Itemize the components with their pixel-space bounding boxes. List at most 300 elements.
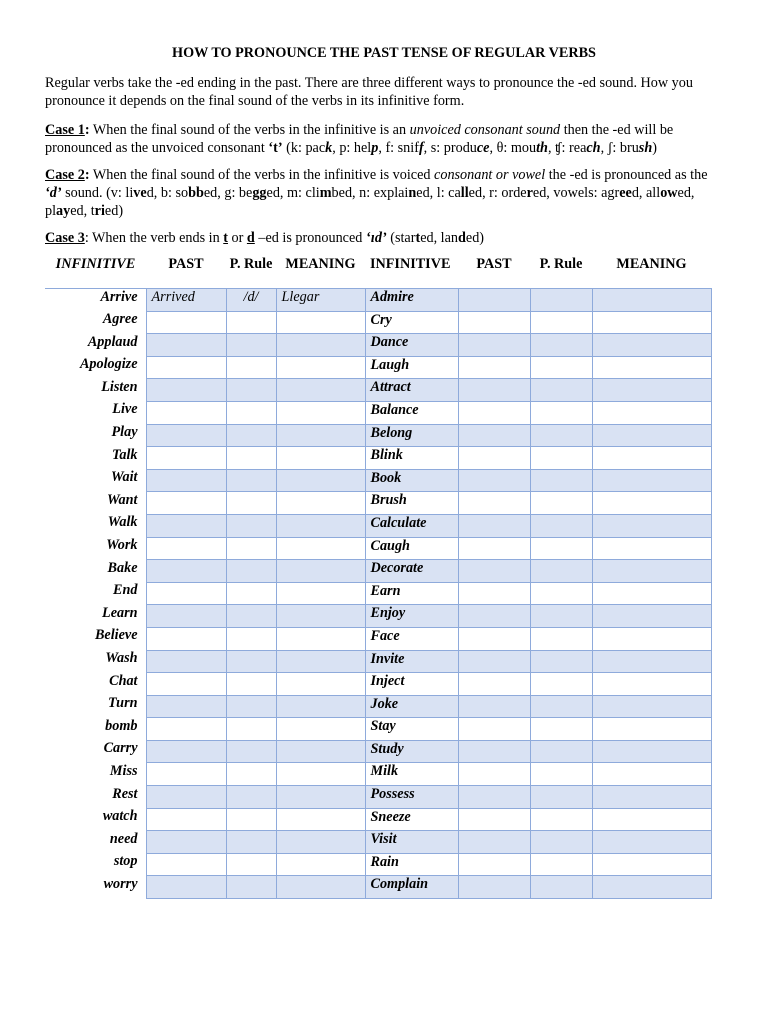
case2-t5: ed, l: ca bbox=[416, 185, 461, 201]
past-input-left[interactable] bbox=[146, 786, 226, 809]
past-input-right[interactable] bbox=[458, 469, 530, 492]
past-input-left[interactable]: Arrived bbox=[146, 289, 226, 312]
case2-t11: ed) bbox=[104, 203, 124, 219]
past-input-right[interactable] bbox=[458, 537, 530, 560]
case2-e5: n bbox=[408, 185, 417, 201]
rule-input-left[interactable] bbox=[226, 560, 276, 583]
meaning-input-right[interactable] bbox=[592, 560, 711, 583]
meaning-input-right[interactable] bbox=[592, 695, 711, 718]
meaning-input-right[interactable] bbox=[592, 673, 711, 696]
case2-e8: ee bbox=[619, 185, 632, 201]
past-input-right[interactable] bbox=[458, 673, 530, 696]
verb-infinitive-right: Laugh bbox=[365, 356, 458, 379]
case3-text: : When the verb ends in bbox=[84, 230, 224, 246]
past-input-left[interactable] bbox=[146, 740, 226, 763]
rule-input-left[interactable] bbox=[226, 740, 276, 763]
table-row bbox=[45, 853, 711, 876]
past-input-right[interactable] bbox=[458, 808, 530, 831]
rule-input-right[interactable] bbox=[530, 695, 592, 718]
table-row bbox=[45, 695, 711, 718]
verb-infinitive-right: Stay bbox=[365, 718, 458, 741]
past-input-left[interactable] bbox=[146, 853, 226, 876]
page-title: HOW TO PRONOUNCE THE PAST TENSE OF REGULAR VERBS bbox=[172, 45, 596, 61]
rule-input-right[interactable] bbox=[530, 379, 592, 402]
rule-input-left[interactable] bbox=[226, 763, 276, 786]
rule-input-right[interactable] bbox=[530, 876, 592, 899]
verb-infinitive-right: Balance bbox=[365, 401, 458, 424]
table-row bbox=[45, 537, 711, 560]
case3-e1: t bbox=[415, 230, 421, 246]
verb-infinitive-left: Work bbox=[45, 537, 146, 560]
header-p-rule: P. Rule bbox=[226, 255, 276, 289]
case1-ex5: th bbox=[536, 140, 548, 156]
rule-input-left[interactable] bbox=[226, 537, 276, 560]
verb-infinitive-right: Earn bbox=[365, 582, 458, 605]
rule-input-left[interactable] bbox=[226, 786, 276, 809]
table-row bbox=[45, 424, 711, 447]
meaning-input-left[interactable] bbox=[276, 831, 365, 854]
past-input-left[interactable] bbox=[146, 379, 226, 402]
rule-input-right[interactable] bbox=[530, 560, 592, 583]
verb-infinitive-right: Caugh bbox=[365, 537, 458, 560]
case3-text-b: –ed is pronounced bbox=[254, 230, 366, 246]
meaning-input-left[interactable] bbox=[276, 695, 365, 718]
past-input-right[interactable] bbox=[458, 763, 530, 786]
rule-input-right[interactable] bbox=[530, 537, 592, 560]
verb-infinitive-left: End bbox=[45, 582, 146, 605]
case1-ex-e: , ʧ: rea bbox=[547, 140, 587, 156]
verb-infinitive-right: Complain bbox=[365, 876, 458, 899]
meaning-input-left[interactable] bbox=[276, 582, 365, 605]
verb-infinitive-right: Enjoy bbox=[365, 605, 458, 628]
case3-t: t bbox=[223, 230, 228, 246]
verb-infinitive-right: Admire bbox=[365, 289, 458, 312]
meaning-input-right[interactable] bbox=[592, 379, 711, 402]
rule-input-right[interactable] bbox=[530, 492, 592, 515]
rule-input-right[interactable] bbox=[530, 740, 592, 763]
past-input-left[interactable] bbox=[146, 876, 226, 899]
verb-infinitive-left: bomb bbox=[45, 718, 146, 741]
meaning-input-right[interactable] bbox=[592, 356, 711, 379]
past-input-left[interactable] bbox=[146, 627, 226, 650]
meaning-input-left[interactable] bbox=[276, 605, 365, 628]
meaning-input-left[interactable] bbox=[276, 334, 365, 357]
past-input-left[interactable] bbox=[146, 673, 226, 696]
meaning-input-left[interactable] bbox=[276, 514, 365, 537]
meaning-input-right[interactable] bbox=[592, 582, 711, 605]
rule-input-right[interactable] bbox=[530, 289, 592, 312]
past-input-right[interactable] bbox=[458, 627, 530, 650]
meaning-input-left[interactable] bbox=[276, 447, 365, 470]
verb-infinitive-left: Believe bbox=[45, 627, 146, 650]
verb-infinitive-left: Talk bbox=[45, 447, 146, 470]
case2-e7: r bbox=[526, 185, 533, 201]
past-input-right[interactable] bbox=[458, 831, 530, 854]
meaning-input-right[interactable] bbox=[592, 424, 711, 447]
verb-infinitive-right: Belong bbox=[365, 424, 458, 447]
case1-ex-c: , s: produ bbox=[423, 140, 477, 156]
past-input-left[interactable] bbox=[146, 401, 226, 424]
meaning-input-left[interactable] bbox=[276, 401, 365, 424]
meaning-input-left[interactable] bbox=[276, 356, 365, 379]
verb-infinitive-right: Face bbox=[365, 627, 458, 650]
verb-infinitive-right: Sneeze bbox=[365, 808, 458, 831]
verb-infinitive-left: Turn bbox=[45, 695, 146, 718]
header-past: PAST bbox=[146, 255, 226, 289]
meaning-input-right[interactable] bbox=[592, 537, 711, 560]
case2-t8: d, all bbox=[631, 185, 661, 201]
case1-ex6: ch bbox=[586, 140, 601, 156]
verb-infinitive-left: need bbox=[45, 831, 146, 854]
table-row bbox=[45, 560, 711, 583]
rule-input-right[interactable] bbox=[530, 786, 592, 809]
case2-label: Case 2 bbox=[45, 167, 85, 183]
rule-input-right[interactable] bbox=[530, 447, 592, 470]
case3-text-c: (star bbox=[386, 230, 416, 246]
rule-input-left[interactable] bbox=[226, 853, 276, 876]
verb-infinitive-left: stop bbox=[45, 853, 146, 876]
case1-label: Case 1 bbox=[45, 122, 85, 138]
verb-infinitive-left: Bake bbox=[45, 560, 146, 583]
verb-infinitive-left: worry bbox=[45, 876, 146, 899]
rule-input-right[interactable] bbox=[530, 627, 592, 650]
rule-input-left[interactable] bbox=[226, 650, 276, 673]
verb-infinitive-right: Book bbox=[365, 469, 458, 492]
case2-t2: ed, g: be bbox=[203, 185, 253, 201]
verb-infinitive-right: Cry bbox=[365, 311, 458, 334]
table-row bbox=[45, 356, 711, 379]
verb-infinitive-right: Invite bbox=[365, 650, 458, 673]
case1-text: When the final sound of the verbs in the infinitive is an bbox=[89, 122, 410, 138]
meaning-input-right[interactable] bbox=[592, 808, 711, 831]
table-row bbox=[45, 627, 711, 650]
verb-infinitive-left: watch bbox=[45, 808, 146, 831]
case1-ex-f: , ʃ: bru bbox=[600, 140, 639, 156]
table-row bbox=[45, 334, 711, 357]
past-input-left[interactable] bbox=[146, 831, 226, 854]
meaning-input-left[interactable] bbox=[276, 650, 365, 673]
past-input-left[interactable] bbox=[146, 763, 226, 786]
table-row bbox=[45, 831, 711, 854]
past-input-right[interactable] bbox=[458, 492, 530, 515]
meaning-input-right[interactable] bbox=[592, 763, 711, 786]
meaning-input-left[interactable] bbox=[276, 379, 365, 402]
meaning-input-right[interactable] bbox=[592, 627, 711, 650]
rule-input-left[interactable] bbox=[226, 831, 276, 854]
past-input-right[interactable] bbox=[458, 718, 530, 741]
case3-t2: ed) bbox=[465, 230, 485, 246]
verb-infinitive-right: Study bbox=[365, 740, 458, 763]
meaning-input-left[interactable] bbox=[276, 673, 365, 696]
meaning-input-right[interactable] bbox=[592, 401, 711, 424]
rule-input-left[interactable] bbox=[226, 356, 276, 379]
rule-input-right[interactable] bbox=[530, 763, 592, 786]
case1-ex7: sh bbox=[638, 140, 653, 156]
rule-input-left[interactable] bbox=[226, 695, 276, 718]
meaning-input-left[interactable] bbox=[276, 492, 365, 515]
past-input-left[interactable] bbox=[146, 695, 226, 718]
past-input-left[interactable] bbox=[146, 514, 226, 537]
header-past-2: PAST bbox=[458, 255, 530, 289]
table-row bbox=[45, 786, 711, 809]
header-infinitive-2: INFINITIVE bbox=[365, 255, 458, 289]
past-input-right[interactable] bbox=[458, 356, 530, 379]
header-meaning-2: MEANING bbox=[592, 255, 711, 289]
verb-infinitive-right: Brush bbox=[365, 492, 458, 515]
rule-input-right[interactable] bbox=[530, 831, 592, 854]
rule-input-right[interactable] bbox=[530, 334, 592, 357]
past-input-left[interactable] bbox=[146, 808, 226, 831]
verb-infinitive-left: Wash bbox=[45, 650, 146, 673]
rule-input-left[interactable] bbox=[226, 447, 276, 470]
case2-t10: ed, t bbox=[70, 203, 95, 219]
meaning-input-left[interactable]: Llegar bbox=[276, 289, 365, 312]
past-input-right[interactable] bbox=[458, 424, 530, 447]
past-input-left[interactable] bbox=[146, 650, 226, 673]
verb-infinitive-right: Decorate bbox=[365, 560, 458, 583]
meaning-input-right[interactable] bbox=[592, 605, 711, 628]
case1-sound: ‘t’ bbox=[268, 140, 283, 156]
case1-italic: unvoiced consonant sound bbox=[409, 122, 561, 138]
past-input-left[interactable] bbox=[146, 582, 226, 605]
meaning-input-left[interactable] bbox=[276, 853, 365, 876]
meaning-input-right[interactable] bbox=[592, 514, 711, 537]
table-row bbox=[45, 718, 711, 741]
verb-infinitive-right: Rain bbox=[365, 853, 458, 876]
case1-ex-a: , p: hel bbox=[332, 140, 372, 156]
meaning-input-right[interactable] bbox=[592, 876, 711, 899]
meaning-input-right[interactable] bbox=[592, 853, 711, 876]
meaning-input-right[interactable] bbox=[592, 492, 711, 515]
case3-t1: ed, lan bbox=[420, 230, 459, 246]
rule-input-right[interactable] bbox=[530, 514, 592, 537]
past-input-left[interactable] bbox=[146, 492, 226, 515]
rule-input-right[interactable] bbox=[530, 424, 592, 447]
rule-input-right[interactable] bbox=[530, 853, 592, 876]
past-input-left[interactable] bbox=[146, 334, 226, 357]
table-row bbox=[45, 582, 711, 605]
past-input-right[interactable] bbox=[458, 876, 530, 899]
meaning-input-left[interactable] bbox=[276, 560, 365, 583]
header-meaning: MEANING bbox=[276, 255, 365, 289]
table-row bbox=[45, 447, 711, 470]
rule-input-right[interactable] bbox=[530, 311, 592, 334]
meaning-input-right[interactable] bbox=[592, 334, 711, 357]
case2-t3: ed, m: cli bbox=[266, 185, 320, 201]
rule-input-left[interactable] bbox=[226, 582, 276, 605]
past-input-right[interactable] bbox=[458, 379, 530, 402]
table-row bbox=[45, 311, 711, 334]
rule-input-right[interactable] bbox=[530, 356, 592, 379]
case2-t9: ed, pl bbox=[45, 185, 695, 219]
meaning-input-left[interactable] bbox=[276, 424, 365, 447]
case1-ex2: p bbox=[371, 140, 379, 156]
rule-input-left[interactable] bbox=[226, 605, 276, 628]
table-row bbox=[45, 740, 711, 763]
table-row bbox=[45, 401, 711, 424]
case2-t7: ed, vowels: agr bbox=[532, 185, 620, 201]
case2-e1: ve bbox=[133, 185, 147, 201]
rule-input-left[interactable] bbox=[226, 514, 276, 537]
past-input-left[interactable] bbox=[146, 447, 226, 470]
case2-e9: ow bbox=[660, 185, 678, 201]
past-input-right[interactable] bbox=[458, 786, 530, 809]
rule-input-left[interactable] bbox=[226, 401, 276, 424]
meaning-input-left[interactable] bbox=[276, 740, 365, 763]
case2-t6: ed, r: orde bbox=[468, 185, 527, 201]
verb-infinitive-left: Live bbox=[45, 401, 146, 424]
verb-infinitive-right: Visit bbox=[365, 831, 458, 854]
table-row bbox=[45, 876, 711, 899]
rule-input-left[interactable] bbox=[226, 379, 276, 402]
rule-input-left[interactable]: /d/ bbox=[226, 289, 276, 312]
verb-infinitive-right: Attract bbox=[365, 379, 458, 402]
past-input-right[interactable] bbox=[458, 560, 530, 583]
case1-ex-d: , θ: mou bbox=[489, 140, 537, 156]
past-input-right[interactable] bbox=[458, 853, 530, 876]
past-input-right[interactable] bbox=[458, 695, 530, 718]
case3-d: d bbox=[246, 230, 255, 246]
verbs-table-body bbox=[45, 289, 711, 899]
past-input-right[interactable] bbox=[458, 311, 530, 334]
case2-e2: bb bbox=[188, 185, 204, 201]
verb-infinitive-left: Learn bbox=[45, 605, 146, 628]
case2-text: When the final sound of the verbs in the infinitive is voiced bbox=[89, 167, 435, 183]
past-input-left[interactable] bbox=[146, 424, 226, 447]
case2-e11: ri bbox=[94, 203, 105, 219]
rule-input-left[interactable] bbox=[226, 673, 276, 696]
past-input-right[interactable] bbox=[458, 740, 530, 763]
case2-e10: ay bbox=[56, 203, 71, 219]
past-input-right[interactable] bbox=[458, 514, 530, 537]
verbs-table bbox=[45, 255, 712, 899]
rule-input-right[interactable] bbox=[530, 808, 592, 831]
header-p-rule-2: P. Rule bbox=[530, 255, 592, 289]
meaning-input-right[interactable] bbox=[592, 740, 711, 763]
case2-text-c: sound. (v: li bbox=[61, 185, 134, 201]
case1-ex3: f bbox=[418, 140, 424, 156]
past-input-left[interactable] bbox=[146, 537, 226, 560]
rule-input-right[interactable] bbox=[530, 401, 592, 424]
meaning-input-left[interactable] bbox=[276, 808, 365, 831]
rule-input-left[interactable] bbox=[226, 492, 276, 515]
meaning-input-left[interactable] bbox=[276, 786, 365, 809]
rule-input-left[interactable] bbox=[226, 876, 276, 899]
rule-input-left[interactable] bbox=[226, 469, 276, 492]
meaning-input-right[interactable] bbox=[592, 289, 711, 312]
rule-input-right[interactable] bbox=[530, 605, 592, 628]
past-input-right[interactable] bbox=[458, 401, 530, 424]
meaning-input-right[interactable] bbox=[592, 786, 711, 809]
case3-paragraph bbox=[45, 229, 721, 247]
case1-ex-g: ) bbox=[652, 140, 657, 156]
past-input-right[interactable] bbox=[458, 334, 530, 357]
meaning-input-right[interactable] bbox=[592, 311, 711, 334]
table-row bbox=[45, 469, 711, 492]
verb-infinitive-right: Dance bbox=[365, 334, 458, 357]
verb-infinitive-left: Agree bbox=[45, 311, 146, 334]
verb-infinitive-left: Want bbox=[45, 492, 146, 515]
verb-infinitive-left: Rest bbox=[45, 786, 146, 809]
meaning-input-left[interactable] bbox=[276, 537, 365, 560]
past-input-right[interactable] bbox=[458, 289, 530, 312]
meaning-input-left[interactable] bbox=[276, 718, 365, 741]
verb-infinitive-right: Calculate bbox=[365, 514, 458, 537]
case3-or: or bbox=[227, 230, 247, 246]
past-input-left[interactable] bbox=[146, 356, 226, 379]
case2-e3: gg bbox=[252, 185, 267, 201]
past-input-left[interactable] bbox=[146, 469, 226, 492]
meaning-input-right[interactable] bbox=[592, 650, 711, 673]
case2-italic: consonant or vowel bbox=[434, 167, 546, 183]
meaning-input-left[interactable] bbox=[276, 763, 365, 786]
verb-infinitive-left: Chat bbox=[45, 673, 146, 696]
case3-sound: ‘ɪd’ bbox=[365, 230, 387, 246]
header-infinitive: INFINITIVE bbox=[45, 255, 146, 289]
verb-infinitive-left: Wait bbox=[45, 469, 146, 492]
rule-input-right[interactable] bbox=[530, 718, 592, 741]
case3-label: Case 3 bbox=[45, 230, 85, 246]
case2-text-b: the -ed is pronounced as the bbox=[545, 167, 708, 183]
table-row bbox=[45, 673, 711, 696]
table-row bbox=[45, 379, 711, 402]
case1-ex1: k bbox=[325, 140, 333, 156]
rule-input-right[interactable] bbox=[530, 582, 592, 605]
past-input-left[interactable] bbox=[146, 718, 226, 741]
meaning-input-right[interactable] bbox=[592, 831, 711, 854]
table-row bbox=[45, 763, 711, 786]
past-input-right[interactable] bbox=[458, 650, 530, 673]
past-input-left[interactable] bbox=[146, 605, 226, 628]
meaning-input-right[interactable] bbox=[592, 718, 711, 741]
case1-paragraph: Case 1: When the final sound of the verbs in the infinitive is an unvoiced consonant sound then the -ed will be pronounced as the unvoiced consonant ‘t’ (k: pack, p: help, f: sniff, s: produce, θ: mouth, ʧ: reach, ʃ: brush) bbox=[45, 122, 674, 156]
verb-infinitive-right: Milk bbox=[365, 763, 458, 786]
verb-infinitive-left: Arrive bbox=[45, 289, 146, 312]
past-input-right[interactable] bbox=[458, 447, 530, 470]
case2-e4: m bbox=[319, 185, 332, 201]
rule-input-left[interactable] bbox=[226, 718, 276, 741]
case1-text-b: then the -ed will be pronounced as the unvoiced consonant bbox=[45, 122, 674, 156]
meaning-input-left[interactable] bbox=[276, 876, 365, 899]
meaning-input-right[interactable] bbox=[592, 469, 711, 492]
meaning-input-left[interactable] bbox=[276, 311, 365, 334]
rule-input-left[interactable] bbox=[226, 311, 276, 334]
meaning-input-left[interactable] bbox=[276, 627, 365, 650]
verb-infinitive-left: Miss bbox=[45, 763, 146, 786]
past-input-left[interactable] bbox=[146, 311, 226, 334]
past-input-right[interactable] bbox=[458, 582, 530, 605]
verb-infinitive-right: Possess bbox=[365, 786, 458, 809]
rule-input-left[interactable] bbox=[226, 808, 276, 831]
case1-ex: (k: pac bbox=[286, 140, 326, 156]
rule-input-left[interactable] bbox=[226, 424, 276, 447]
rule-input-left[interactable] bbox=[226, 627, 276, 650]
table-row bbox=[45, 289, 711, 312]
past-input-right[interactable] bbox=[458, 605, 530, 628]
case2-t1: d, b: so bbox=[146, 185, 189, 201]
rule-input-left[interactable] bbox=[226, 334, 276, 357]
past-input-left[interactable] bbox=[146, 560, 226, 583]
rule-input-right[interactable] bbox=[530, 673, 592, 696]
rule-input-right[interactable] bbox=[530, 469, 592, 492]
table-row bbox=[45, 808, 711, 831]
case2-t4: bed, n: explai bbox=[331, 185, 409, 201]
meaning-input-left[interactable] bbox=[276, 469, 365, 492]
meaning-input-right[interactable] bbox=[592, 447, 711, 470]
table-row bbox=[45, 605, 711, 628]
rule-input-right[interactable] bbox=[530, 650, 592, 673]
verb-infinitive-left: Applaud bbox=[45, 334, 146, 357]
